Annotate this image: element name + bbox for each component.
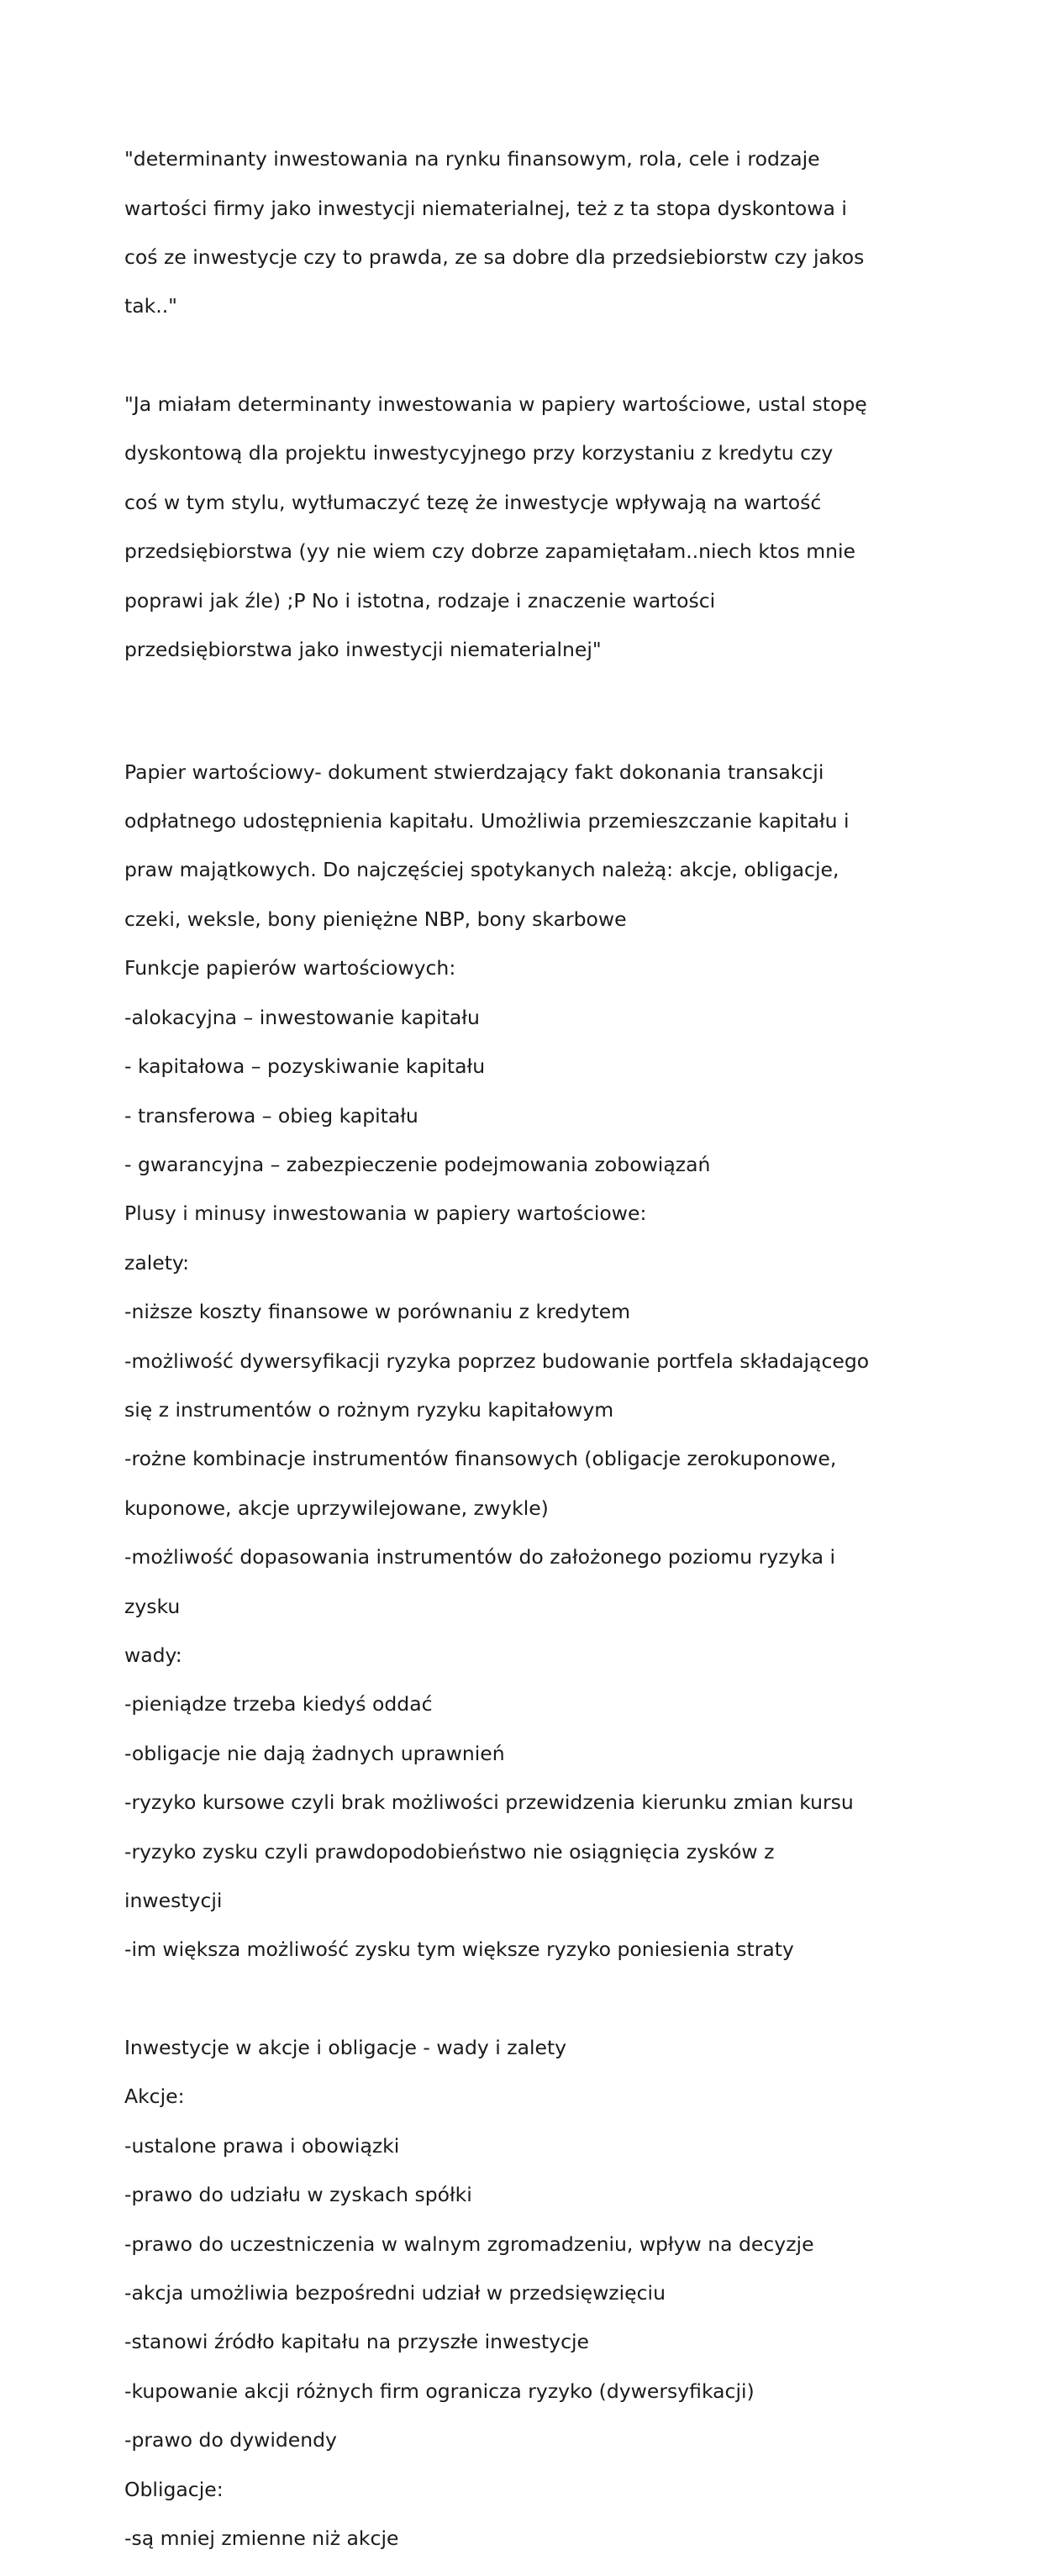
- text-line: - gwarancyjna – zabezpieczenie podejmowania zobowiązań: [124, 1152, 711, 1176]
- text-line: kuponowe, akcje uprzywilejowane, zwykle): [124, 1496, 549, 1520]
- stocks-bonds-section: [124, 2011, 931, 2576]
- text-line: -rożne kombinacje instrumentów finansowych (obligacje zerokuponowe,: [124, 1447, 837, 1471]
- text-line: odpłatnego udostępnienia kapitału. Umożliwia przemieszczanie kapitału i: [124, 809, 850, 833]
- text-line: -niższe koszty finansowe w porównaniu z kredytem: [124, 1300, 631, 1324]
- text-line: Akcje:: [124, 2084, 185, 2109]
- paragraph-spacer: [124, 686, 931, 735]
- text-line: -możliwość dopasowania instrumentów do założonego poziomu ryzyka i: [124, 1545, 836, 1569]
- text-line: -możliwość dywersyfikacji ryzyka poprzez budowanie portfela składającego: [124, 1348, 870, 1373]
- text-line: wartości firmy jako inwestycji niematerialnej, też z ta stopa dyskontowa i: [124, 196, 847, 220]
- text-line: przedsiębiorstwa jako inwestycji niematerialnej": [124, 638, 602, 662]
- text-line: - kapitałowa – pozyskiwanie kapitału: [124, 1054, 486, 1079]
- text-line: -prawo do udziału w zyskach spółki: [124, 2183, 472, 2207]
- text-line: -ryzyko zysku czyli prawdopodobieństwo nie osiągnięcia zysków z: [124, 1839, 775, 1864]
- text-line: "Ja miałam determinanty inwestowania w papiery wartościowe, ustal stopę: [124, 392, 867, 417]
- text-line: -stanowi źródło kapitału na przyszłe inwestycje: [124, 2330, 589, 2354]
- text-line: -prawo do uczestniczenia w walnym zgromadzeniu, wpływ na decyzje: [124, 2232, 814, 2256]
- text-line: inwestycji: [124, 1889, 223, 1913]
- text-line: -alokacyjna – inwestowanie kapitału: [124, 1005, 480, 1029]
- text-line: się z instrumentów o rożnym ryzyku kapitałowym: [124, 1397, 614, 1422]
- text-line: zysku: [124, 1594, 181, 1618]
- text-line: -ustalone prawa i obowiązki: [124, 2133, 400, 2158]
- paragraph-spacer: [124, 1987, 931, 2011]
- text-line: -im większa możliwość zysku tym większe ryzyko poniesienia straty: [124, 1937, 794, 1962]
- text-line: wady:: [124, 1643, 182, 1667]
- paragraph-spacer: [124, 344, 931, 368]
- document-body: [124, 123, 931, 2576]
- text-line: -kupowanie akcji różnych firm ogranicza ryzyko (dywersyfikacji): [124, 2379, 755, 2403]
- text-line: tak..": [124, 294, 177, 318]
- text-line: coś ze inwestycje czy to prawda, ze sa dobre dla przedsiebiorstw czy jakos: [124, 245, 865, 270]
- text-line: coś w tym stylu, wytłumaczyć tezę że inwestycje wpływają na wartość: [124, 490, 822, 514]
- text-line: "determinanty inwestowania na rynku finansowym, rola, cele i rodzaje: [124, 147, 820, 171]
- text-line: czeki, weksle, bony pieniężne NBP, bony skarbowe: [124, 907, 627, 931]
- text-line: Obligacje:: [124, 2477, 224, 2501]
- text-line: -są mniej zmienne niż akcje: [124, 2526, 399, 2551]
- text-line: -pieniądze trzeba kiedyś oddać: [124, 1692, 433, 1716]
- text-line: praw majątkowych. Do najczęściej spotykanych należą: akcje, obligacje,: [124, 858, 839, 882]
- text-line: Papier wartościowy- dokument stwierdzający fakt dokonania transakcji: [124, 760, 824, 784]
- text-line: -prawo do dywidendy: [124, 2428, 337, 2452]
- text-line: zalety:: [124, 1250, 190, 1275]
- quote-paragraph-2: [124, 368, 931, 687]
- text-line: - transferowa – obieg kapitału: [124, 1103, 418, 1128]
- quote-paragraph-1: [124, 123, 931, 344]
- text-line: Plusy i minusy inwestowania w papiery wartościowe:: [124, 1201, 647, 1226]
- text-line: -akcja umożliwia bezpośredni udział w przedsięwzięciu: [124, 2281, 666, 2305]
- text-line: poprawi jak źle) ;P No i istotna, rodzaje i znaczenie wartości: [124, 588, 716, 612]
- text-line: Funkcje papierów wartościowych:: [124, 956, 456, 980]
- text-line: Inwestycje w akcje i obligacje - wady i zalety: [124, 2036, 567, 2060]
- text-line: przedsiębiorstwa (yy nie wiem czy dobrze zapamiętałam..niech ktos mnie: [124, 539, 856, 564]
- securities-section: [124, 735, 931, 1986]
- text-line: -obligacje nie dają żadnych uprawnień: [124, 1741, 505, 1765]
- text-line: -ryzyko kursowe czyli brak możliwości przewidzenia kierunku zmian kursu: [124, 1790, 854, 1815]
- text-line: dyskontową dla projektu inwestycyjnego przy korzystaniu z kredytu czy: [124, 441, 834, 465]
